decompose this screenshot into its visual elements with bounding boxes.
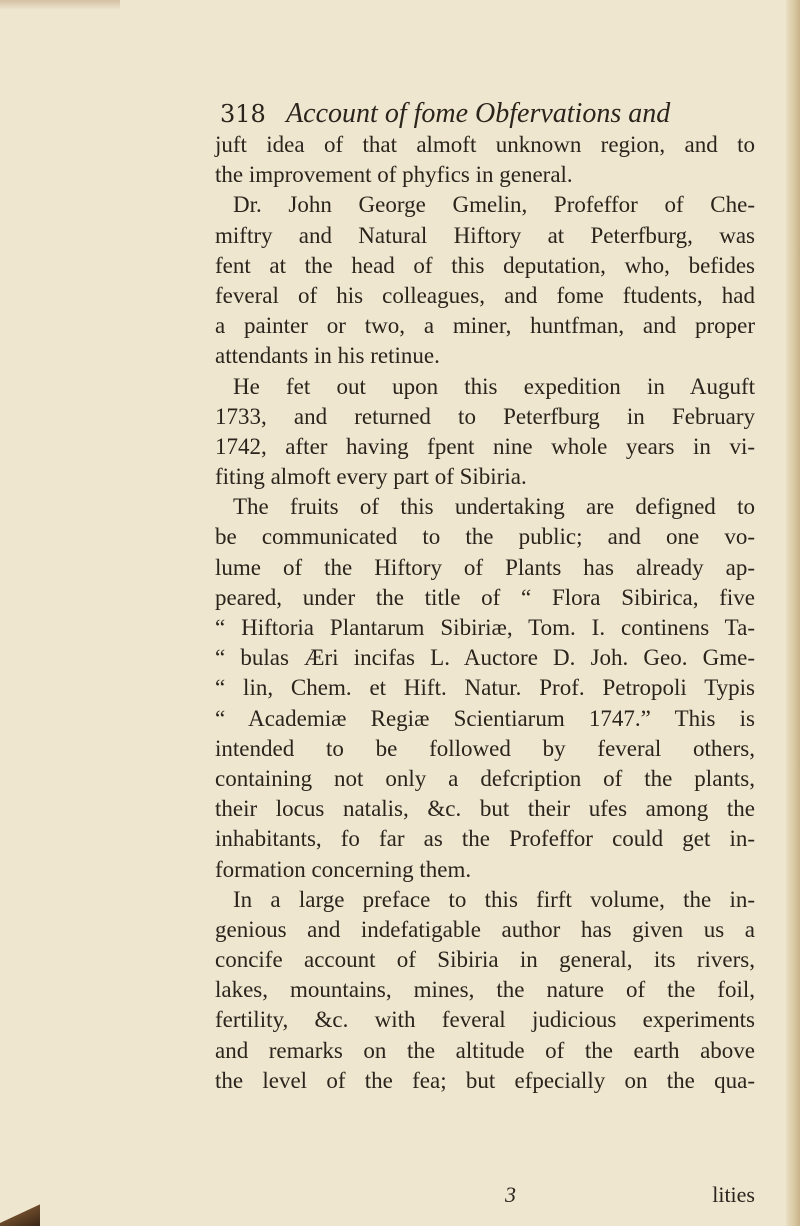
text-line: peared, under the title of “ Flora Sibirica, five [215,584,755,610]
text-line: fertility, &c. with feveral judicious experiments [215,1007,755,1033]
text-line: genious and indefatigable author has given us a [215,916,755,942]
text-line: The fruits of this undertaking are defigned to [233,494,755,520]
page-corner [0,1196,40,1226]
text-line: intended to be followed by feveral others, [215,735,755,761]
text-line: miftry and Natural Hiftory at Peterfburg, was [215,222,755,248]
text-line: lakes, mountains, mines, the nature of the foil, [215,977,755,1003]
running-title: Account of fome Obfervations and [286,98,671,129]
text-line: attendants in his retinue. [215,343,440,369]
text-line: formation concerning them. [215,856,472,882]
text-line: 1742, after having fpent nine whole years in vi- [215,433,755,459]
text-line: the improvement of phyfics in general. [215,162,573,188]
text-line: “ Academiæ Regiæ Scientiarum 1747.” This is [215,705,755,731]
text-line: lume of the Hiftory of Plants has already ap- [215,554,755,580]
text-line: 1733, and returned to Peterfburg in February [215,403,755,429]
text-line: the level of the fea; but efpecially on the qua- [215,1067,755,1093]
text-line: be communicated to the public; and one vo- [215,524,755,550]
page-number: 318 [220,100,266,128]
text-line: Dr. John George Gmelin, Profeffor of Che- [233,192,755,218]
text-line: juft idea of that almoft unknown region, and to [215,132,755,157]
text-line: “ bulas Æri incifas L. Auctore D. Joh. Geo. Gme- [215,645,755,671]
text-line: concife account of Sibiria in general, its rivers, [215,947,755,973]
text-line: feveral of his colleagues, and fome ftudents, had [215,282,755,308]
text-line: fent at the head of this deputation, who, befides [215,252,755,278]
text-line: and remarks on the altitude of the earth above [215,1037,755,1063]
text-line: their locus natalis, &c. but their ufes among the [215,796,755,822]
page-edge [786,0,800,1226]
signature-mark: 3 [505,1182,516,1207]
text-line: He fet out upon this expedition in Auguft [233,373,755,399]
text-line: containing not only a defcription of the plants, [215,765,755,791]
text-line: “ lin, Chem. et Hift. Natur. Prof. Petropoli Typis [215,675,755,701]
page-shadow [0,0,120,10]
text-line: inhabitants, fo far as the Profeffor could get in- [215,826,755,852]
catchword: lities [712,1182,755,1207]
text-line: fiting almoft every part of Sibiria. [215,464,527,490]
text-line: a painter or two, a miner, huntfman, and proper [215,313,755,339]
text-line: In a large preface to this firft volume, the in- [233,886,755,912]
body-text [215,130,755,1096]
text-line: “ Hiftoria Plantarum Sibiriæ, Tom. I. continens Ta- [215,615,755,640]
page-footer [215,1182,755,1210]
